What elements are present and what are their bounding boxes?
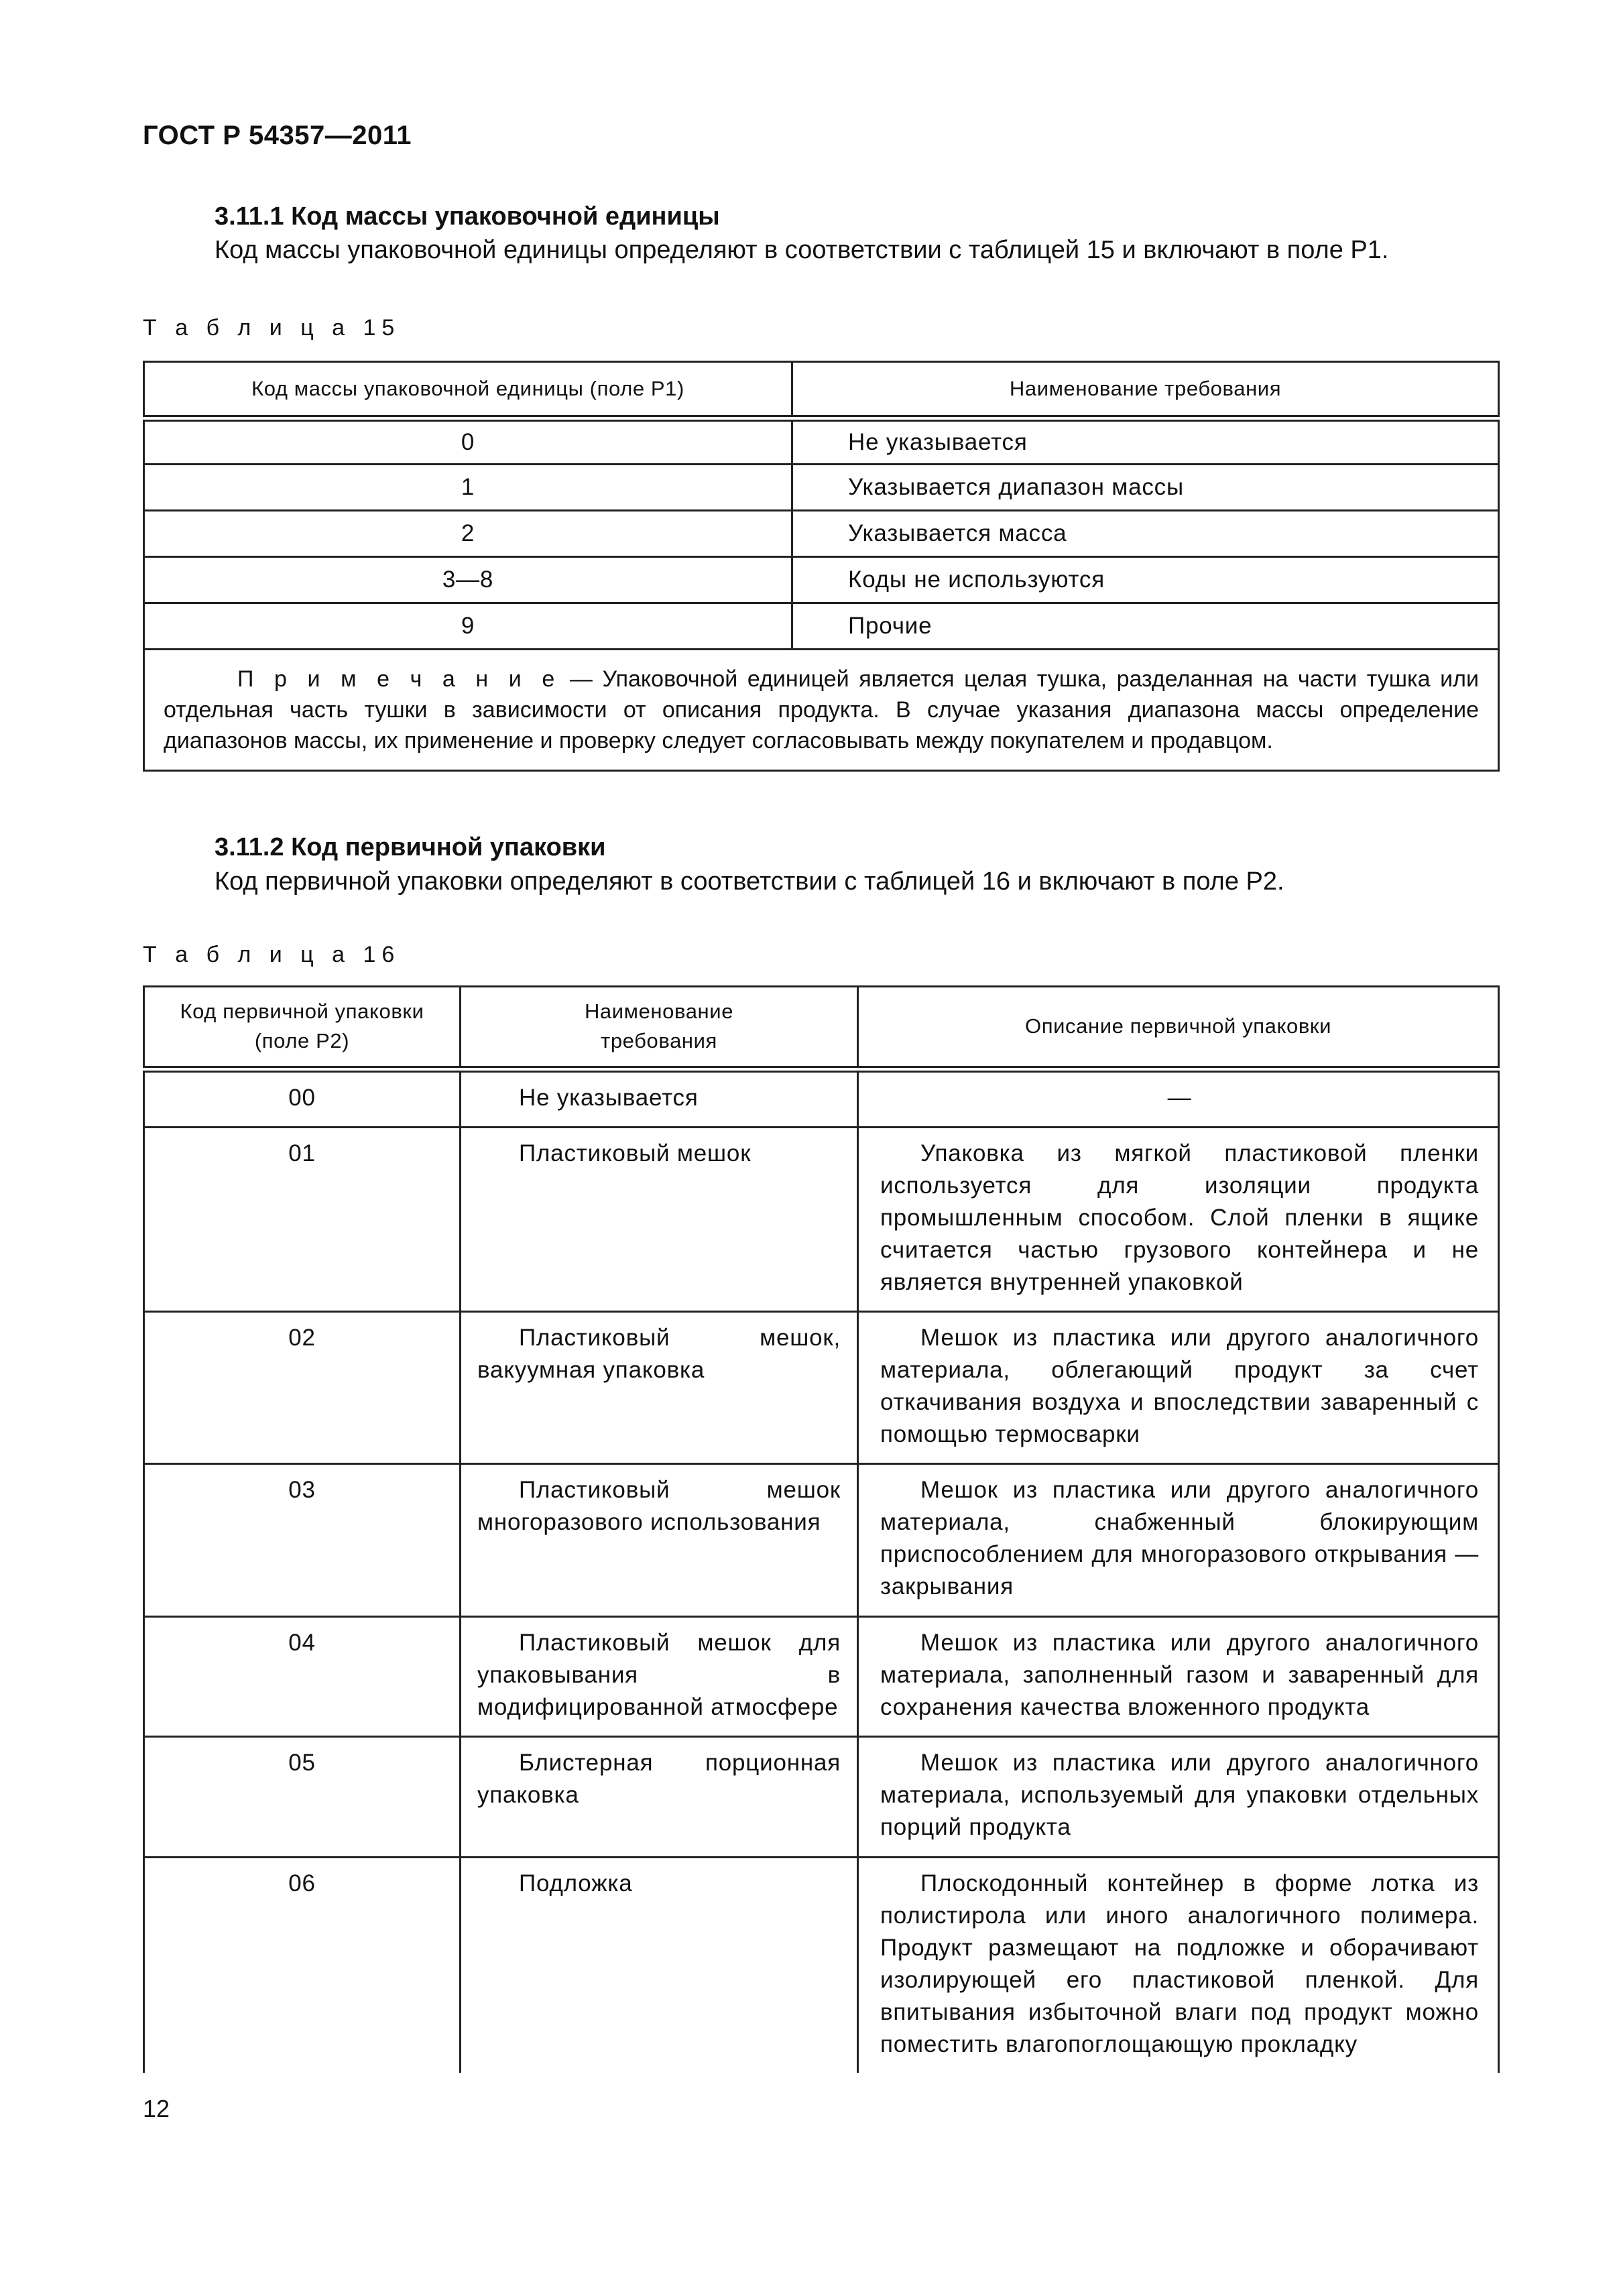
table-15-note-row	[144, 650, 1499, 771]
table-15-code: 3—8	[144, 557, 792, 603]
table-15-code: 1	[144, 465, 792, 511]
table-16-header-desc: Описание первичной упаковки	[858, 987, 1499, 1069]
table-row	[144, 1069, 1499, 1128]
table-16-desc: Упаковка из мягкой пластиковой пленки используется для изоляции продукта промышленным способом. Слой пленки в ящике считается частью грузового контейнера и не является внутренней упаковкой	[858, 1127, 1499, 1311]
table-row	[144, 418, 1499, 465]
table-16-code: 03	[144, 1463, 461, 1616]
table-16-header-name	[461, 987, 858, 1069]
table-15	[143, 361, 1500, 772]
table-16-desc: Мешок из пластика или другого аналогичного материала, заполненный газом и заваренный для сохранения качества вложенного продукта	[858, 1616, 1499, 1736]
document-header: ГОСТ Р 54357—2011	[143, 121, 412, 150]
table-row	[144, 465, 1499, 511]
table-16-name: Пластиковый мешок многоразового использования	[461, 1463, 858, 1616]
table-row	[144, 1127, 1499, 1311]
table-15-name: Указывается масса	[792, 511, 1499, 557]
table-16-code: 00	[144, 1069, 461, 1128]
table-16-code: 01	[144, 1127, 461, 1311]
note-label: П р и м е ч а н и е	[237, 666, 560, 692]
note-text: — Упаковочной единицей является целая тушка, разделанная на части тушка или отдельная часть тушки в зависимости от описания продукта. В случае указания диапазона массы определение диапазонов массы, их применение и проверку следует согласовывать между покупателем и продавцом.	[164, 666, 1479, 753]
table-16-code: 04	[144, 1616, 461, 1736]
table-16-header-code	[144, 987, 461, 1069]
table-16-code: 02	[144, 1311, 461, 1463]
table-16-name: Подложка	[461, 1857, 858, 2073]
table-row	[144, 511, 1499, 557]
table-15-name: Указывается диапазон массы	[792, 465, 1499, 511]
table-16-code: 06	[144, 1857, 461, 2073]
section-3-11-2-title: 3.11.2 Код первичной упаковки	[215, 833, 606, 861]
table-15-header-code: Код массы упаковочной единицы (поле Р1)	[144, 362, 792, 418]
table-row	[144, 1616, 1499, 1736]
table-16-name: Не указывается	[461, 1069, 858, 1128]
table-row	[144, 1311, 1499, 1463]
table-row	[144, 1736, 1499, 1857]
page-number: 12	[143, 2095, 170, 2122]
table-16-name: Блистерная порционная упаковка	[461, 1736, 858, 1857]
table-16-name: Пластиковый мешок для упаковывания в модифицированной атмосфере	[461, 1616, 858, 1736]
table-row	[144, 603, 1499, 650]
table-15-code: 2	[144, 511, 792, 557]
section-3-11-1-text: Код массы упаковочной единицы определяют в соответствии с таблицей 15 и включают в поле Р1.	[215, 236, 1389, 264]
table-16-header-code-line2: (поле Р2)	[254, 1029, 350, 1053]
table-15-note	[144, 650, 1499, 771]
table-15-name: Коды не используются	[792, 557, 1499, 603]
table-16-header-code-line1: Код первичной упаковки	[180, 1000, 424, 1024]
table-16-code: 05	[144, 1736, 461, 1857]
table-15-code: 0	[144, 418, 792, 465]
section-3-11-1-title: 3.11.1 Код массы упаковочной единицы	[215, 202, 720, 231]
table-16-desc: —	[858, 1069, 1499, 1128]
table-15-header-row	[144, 362, 1499, 418]
table-15-name: Прочие	[792, 603, 1499, 650]
section-3-11-2-text: Код первичной упаковки определяют в соответствии с таблицей 16 и включают в поле Р2.	[215, 867, 1284, 896]
table-16-header-name-line2: требования	[601, 1029, 717, 1053]
table-row	[144, 1463, 1499, 1616]
table-16-desc: Плоскодонный контейнер в форме лотка из полистирола или иного аналогичного полимера. Продукт размещают на подложке и оборачивают изолирующей его пластиковой пленкой. Для впитывания избыточной влаги под продукт можно поместить влагопоглощающую прокладку	[858, 1857, 1499, 2073]
table-15-header-name: Наименование требования	[792, 362, 1499, 418]
table-16-header-name-line1: Наименование	[584, 1000, 734, 1024]
table-16-name: Пластиковый мешок	[461, 1127, 858, 1311]
table-16	[143, 985, 1500, 2073]
table-16-header-row	[144, 987, 1499, 1069]
table-15-code: 9	[144, 603, 792, 650]
table-16-desc: Мешок из пластика или другого аналогичного материала, снабженный блокирующим приспособлением для многоразового открывания — закрывания	[858, 1463, 1499, 1616]
table-row	[144, 557, 1499, 603]
table-row	[144, 1857, 1499, 2073]
table-16-caption: Т а б л и ц а 16	[143, 942, 401, 967]
table-15-name: Не указывается	[792, 418, 1499, 465]
table-15-caption: Т а б л и ц а 15	[143, 315, 401, 341]
table-16-desc: Мешок из пластика или другого аналогичного материала, облегающий продукт за счет откачивания воздуха и впоследствии заваренный с помощью термосварки	[858, 1311, 1499, 1463]
table-16-name: Пластиковый мешок, вакуумная упаковка	[461, 1311, 858, 1463]
table-16-desc: Мешок из пластика или другого аналогичного материала, используемый для упаковки отдельных порций продукта	[858, 1736, 1499, 1857]
